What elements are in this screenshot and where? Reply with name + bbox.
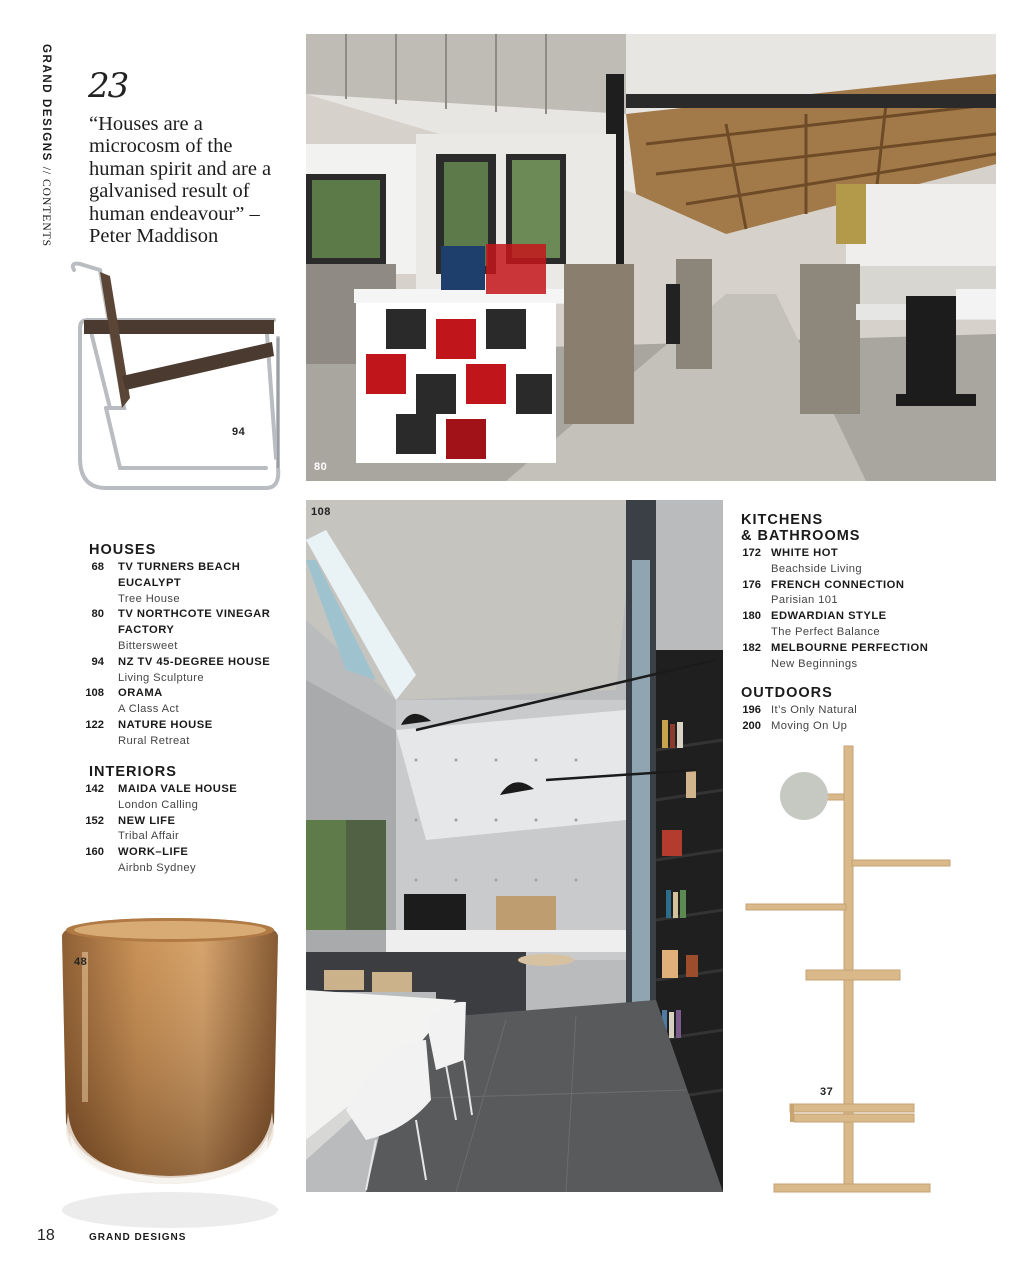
loft-illustration (306, 34, 996, 481)
entry-subtitle: New Beginnings (771, 657, 858, 670)
entry-subtitle: Airbnb Sydney (118, 861, 196, 874)
interiors-heading: INTERIORS (89, 764, 177, 780)
list-item[interactable] (737, 609, 971, 641)
quote-number: 23 (88, 66, 128, 106)
houses-section (85, 542, 299, 750)
entry-subtitle: Parisian 101 (771, 594, 838, 607)
kitchens-section (741, 512, 971, 672)
entry-title: WORK–LIFE (118, 846, 189, 859)
list-item[interactable] (82, 560, 299, 607)
entry-title: WHITE HOT (771, 547, 839, 559)
spine-magazine: GRAND DESIGNS (40, 44, 52, 162)
entry-subtitle: Rural Retreat (118, 734, 190, 747)
list-item[interactable] (737, 703, 971, 719)
entry-title: NATURE HOUSE (118, 718, 213, 731)
entry-title: FRENCH CONNECTION (771, 578, 905, 591)
glass-illustration (54, 912, 284, 1232)
list-item[interactable] (82, 718, 299, 750)
list-item[interactable] (82, 814, 299, 846)
loft-page-number: 80 (314, 461, 328, 473)
interiors-section (85, 764, 299, 877)
entry-page: 142 (85, 783, 104, 795)
list-item[interactable] (82, 782, 299, 814)
entry-subtitle: Bittersweet (118, 639, 178, 652)
chair-page-number: 94 (232, 426, 246, 438)
entry-page: 152 (85, 814, 104, 827)
entry-subtitle: Beachside Living (771, 562, 862, 575)
spine-separator: // (40, 166, 52, 176)
entry-title: TV TURNERS BEACH EUCALYPT (118, 561, 241, 589)
list-item[interactable] (82, 686, 299, 718)
list-item[interactable] (737, 719, 971, 735)
interior-photo[interactable] (306, 500, 723, 1192)
quote-text: “Houses are a microcosm of the human spirit and are a galvanised result of human endeavour” – Peter Maddison (89, 113, 272, 248)
entry-subtitle: Moving On Up (771, 719, 848, 732)
spine-label (34, 44, 54, 254)
entry-page: 182 (742, 641, 761, 654)
loft-photo[interactable] (306, 34, 996, 481)
list-item[interactable] (737, 641, 971, 673)
page-number: 18 (37, 1227, 55, 1244)
entry-subtitle: The Perfect Balance (771, 625, 880, 638)
entry-title: NZ TV 45-DEGREE HOUSE (118, 655, 271, 668)
entry-page: 200 (742, 719, 761, 732)
glass-page-number: 48 (74, 956, 88, 968)
list-item[interactable] (82, 655, 299, 687)
stand-page-number: 37 (820, 1086, 834, 1098)
spine-section: CONTENTS (40, 178, 52, 248)
footer-label: GRAND DESIGNS (89, 1232, 187, 1243)
glass-photo[interactable] (54, 912, 284, 1232)
entry-title: ORAMA (118, 687, 163, 700)
entry-subtitle: Tribal Affair (118, 830, 180, 843)
entry-subtitle: London Calling (118, 798, 199, 811)
entry-title: MELBOURNE PERFECTION (771, 641, 929, 654)
list-item[interactable] (737, 578, 971, 610)
entry-page: 160 (85, 846, 104, 859)
kitchens-heading-line1: KITCHENS (741, 512, 824, 528)
entry-title: TV NORTHCOTE VINEGAR FACTORY (118, 608, 271, 637)
entry-page: 80 (91, 608, 104, 621)
entry-page: 176 (742, 578, 761, 591)
entry-page: 108 (85, 687, 104, 700)
list-item[interactable] (737, 546, 971, 578)
interior-page-number: 108 (311, 506, 331, 518)
entry-page: 180 (742, 610, 761, 623)
entry-subtitle: Tree House (118, 592, 181, 605)
interior-illustration (306, 500, 723, 1192)
entry-page: 68 (91, 561, 104, 573)
entry-subtitle: Living Sculpture (118, 671, 205, 684)
outdoors-section (741, 685, 971, 735)
list-item[interactable] (82, 845, 299, 877)
entry-subtitle: It’s Only Natural (771, 704, 858, 716)
chair-illustration (66, 258, 286, 494)
entry-title: NEW LIFE (118, 814, 176, 827)
chair-photo[interactable] (66, 258, 286, 494)
entry-title: MAIDA VALE HOUSE (118, 783, 238, 795)
entry-page: 172 (742, 547, 761, 559)
entry-page: 196 (742, 704, 761, 716)
entry-page: 94 (91, 655, 104, 668)
stand-photo[interactable] (744, 740, 954, 1200)
entry-subtitle: A Class Act (118, 703, 179, 716)
list-item[interactable] (82, 607, 299, 654)
outdoors-heading: OUTDOORS (741, 685, 833, 701)
kitchens-heading-line2: & BATHROOMS (741, 528, 861, 544)
stand-illustration (744, 740, 954, 1200)
entry-page: 122 (85, 718, 104, 731)
entry-title: EDWARDIAN STYLE (771, 610, 887, 623)
houses-heading: HOUSES (89, 542, 157, 558)
